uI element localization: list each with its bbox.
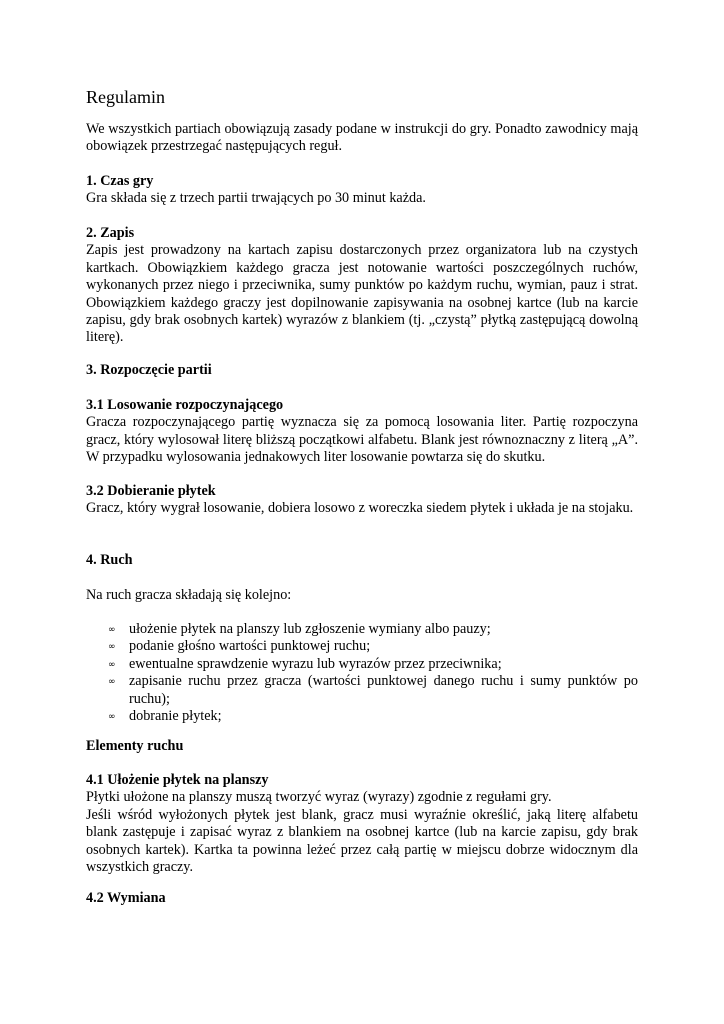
intro-section [86,121,638,156]
subsection-heading: 4.2 Wymiana [86,890,166,906]
bullet-icon: ∞ [108,625,116,635]
list-item [86,638,638,655]
bullet-icon: ∞ [108,659,116,670]
subsection-heading: 3.2 Dobieranie płytek [86,483,216,499]
section-czas-gry [86,173,638,208]
section-losowanie [86,397,638,467]
list-item-text: ułożenie płytek na planszy lub zgłoszenie wymiany albo pauzy; [129,621,491,637]
list-item [86,621,638,638]
section-paragraph: Gra składa się z trzech partii trwających po 30 minut każda. [86,190,426,207]
list-item [86,708,638,725]
section-heading: 2. Zapis [86,225,135,241]
section-paragraph: Gracz, który wygrał losowanie, dobiera losowo z woreczka siedem płytek i układa je na stojaku. [86,500,634,517]
document-title: Regulamin [86,87,165,107]
section-ruch-heading [86,552,638,569]
section-paragraph: Na ruch gracza składają się kolejno: [86,587,292,603]
section-paragraph: Zapis jest prowadzony na kartach zapisu dostarczonych przez organizatora lub na czystych kartkach. Obowiązkiem każdego gracza jest notowanie wartości poszczególnych ruchów, wykonanych przez niego i przeciwnika, sumy punktów po każdym ruchu, wymian, pauz i strat. Obowiązkiem każdego graczy jest dopilnowanie zapisywania na osobnej kartce (lub na karcie zapisu, gdy brak osobnych kartek) wyrazów z blankiem (tj. „czystą” płytką zastępującą dowolną literę). [86,242,638,346]
bullet-icon: ∞ [108,642,116,653]
list-item-text: dobranie płytek; [129,708,222,725]
bullet-icon: ∞ [108,712,116,723]
list-item [86,656,638,673]
bullet-icon: ∞ [108,677,116,688]
list-item [86,673,638,708]
list-item-text: ewentualne sprawdzenie wyrazu lub wyrazów przez przeciwnika; [129,655,502,672]
subsection-heading: 3.1 Losowanie rozpoczynającego [86,397,284,413]
section-ulozenie [86,772,638,876]
ruch-list [86,621,638,725]
bullet-list [86,621,638,725]
section-rozpoczecie [86,362,638,379]
section-zapis [86,225,638,347]
section-paragraph: Jeśli wśród wyłożonych płytek jest blank, gracz musi wyraźnie określić, jaką literę alfabetu blank zastępuje i zapisać wyraz z blankiem na osobnej kartce (lub na karcie zapisu, gdy brak osobnych kartek). Kartka ta powinna leżeć przez całą partię w miejscu dobrze widocznym dla wszystkich graczy. [86,806,638,876]
section-heading: 3. Rozpoczęcie partii [86,362,212,378]
section-wymiana [86,890,638,907]
subsection-heading: 4.1 Ułożenie płytek na planszy [86,772,269,788]
section-heading: 1. Czas gry [86,173,154,189]
section-paragraph: Płytki ułożone na planszy muszą tworzyć wyraz (wyrazy) zgodnie z regułami gry. [86,789,552,806]
list-item-text: zapisanie ruchu przez gracza (wartości punktowej danego ruchu i sumy punktów po ruchu); [129,673,638,707]
section-elementy-ruchu [86,738,638,755]
intro-paragraph: We wszystkich partiach obowiązują zasady podane w instrukcji do gry. Ponadto zawodnicy mają obowiązek przestrzegać następujących reguł. [86,121,638,155]
section-heading: Elementy ruchu [86,738,184,754]
list-item-text: podanie głośno wartości punktowej ruchu; [129,638,371,655]
section-ruch-intro [86,587,638,604]
section-paragraph: Gracza rozpoczynającego partię wyznacza się za pomocą losowania liter. Partię rozpoczyna gracz, który wylosował literę bliższą początkowi alfabetu. Blank jest równoznaczny z literą „A”. W przypadku wylosowania jednakowych liter losowanie powtarza się do skutku. [86,414,638,466]
section-dobieranie [86,483,638,518]
section-heading: 4. Ruch [86,552,133,568]
